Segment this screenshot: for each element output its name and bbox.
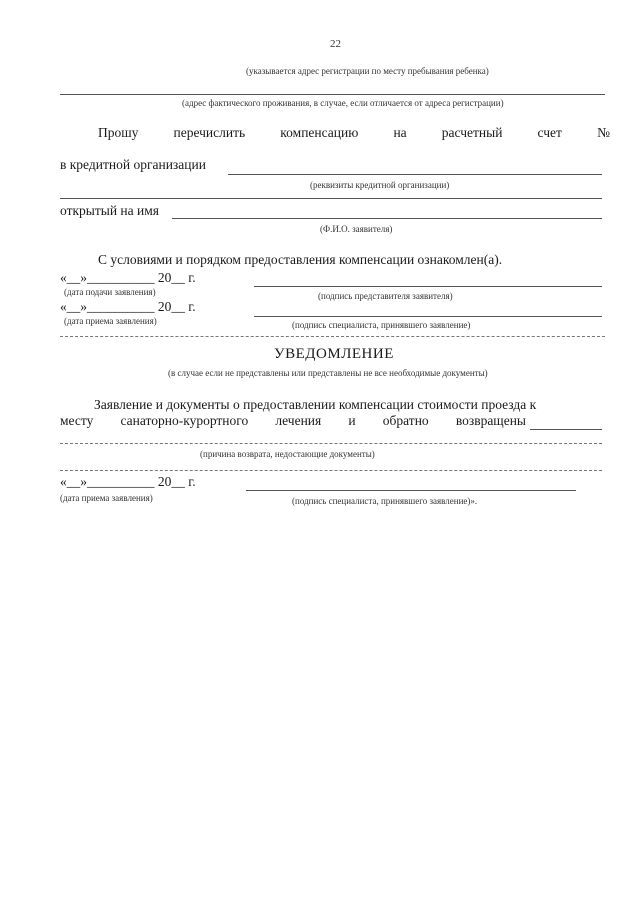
conditions-text: С условиями и порядком предоставления компенсации ознакомлен(а). bbox=[98, 252, 503, 267]
notice-title: УВЕДОМЛЕНИЕ bbox=[274, 346, 394, 362]
notice-signature-line[interactable] bbox=[246, 490, 576, 491]
request-word: счет bbox=[537, 125, 562, 140]
date-line-submitted: «__»__________ 20__ г. bbox=[60, 270, 196, 285]
notice-word: месту bbox=[60, 413, 94, 428]
request-line bbox=[98, 125, 610, 141]
hint-date-received-2: (дата приема заявления) bbox=[60, 493, 153, 503]
bank-line[interactable] bbox=[228, 174, 602, 175]
hint-applicant-name: (Ф.И.О. заявителя) bbox=[320, 224, 393, 234]
hint-representative-signature: (подпись представителя заявителя) bbox=[318, 291, 453, 301]
page-number: 22 bbox=[330, 38, 341, 50]
request-word: перечислить bbox=[173, 125, 246, 140]
hint-return-reason: (причина возврата, недостающие документы) bbox=[200, 449, 375, 459]
returned-line[interactable] bbox=[530, 429, 602, 430]
notice-line-2 bbox=[60, 413, 526, 429]
hint-date-submitted: (дата подачи заявления) bbox=[64, 287, 156, 297]
request-word: Прошу bbox=[98, 125, 139, 140]
actual-address-line bbox=[60, 94, 605, 95]
notice-word: санаторно-курортного bbox=[120, 413, 249, 428]
bank-label: в кредитной организации bbox=[60, 157, 206, 172]
hint-specialist-signature-2: (подпись специалиста, принявшего заявление)». bbox=[292, 496, 478, 506]
applicant-name-line[interactable] bbox=[172, 218, 602, 219]
specialist-signature-line[interactable] bbox=[254, 316, 602, 317]
notice-word: лечения bbox=[275, 413, 322, 428]
representative-signature-line[interactable] bbox=[254, 286, 602, 287]
request-word: № bbox=[597, 125, 610, 140]
bank-line-2[interactable] bbox=[60, 198, 602, 199]
return-reason-line-2[interactable] bbox=[60, 470, 602, 471]
notice-word: возвращены bbox=[455, 413, 526, 428]
hint-date-received: (дата приема заявления) bbox=[64, 316, 157, 326]
date-line-received: «__»__________ 20__ г. bbox=[60, 299, 196, 314]
cut-line bbox=[60, 336, 605, 337]
opened-label: открытый на имя bbox=[60, 203, 159, 218]
return-reason-line[interactable] bbox=[60, 443, 602, 444]
request-word: расчетный bbox=[441, 125, 503, 140]
notice-word: и bbox=[348, 413, 356, 428]
notice-line-1: Заявление и документы о предоставлении компенсации стоимости проезда к bbox=[94, 397, 537, 412]
hint-specialist-signature: (подпись специалиста, принявшего заявление) bbox=[292, 320, 471, 330]
hint-notice-condition: (в случае если не представлены или представлены не все необходимые документы) bbox=[168, 368, 488, 378]
notice-word: обратно bbox=[382, 413, 429, 428]
request-word: компенсацию bbox=[280, 125, 359, 140]
hint-actual-address: (адрес фактического проживания, в случае, если отличается от адреса регистрации) bbox=[182, 98, 504, 108]
hint-registration-address: (указывается адрес регистрации по месту пребывания ребенка) bbox=[246, 66, 489, 76]
request-word: на bbox=[393, 125, 407, 140]
hint-bank-details: (реквизиты кредитной организации) bbox=[310, 180, 450, 190]
notice-date-line: «__»__________ 20__ г. bbox=[60, 474, 196, 489]
